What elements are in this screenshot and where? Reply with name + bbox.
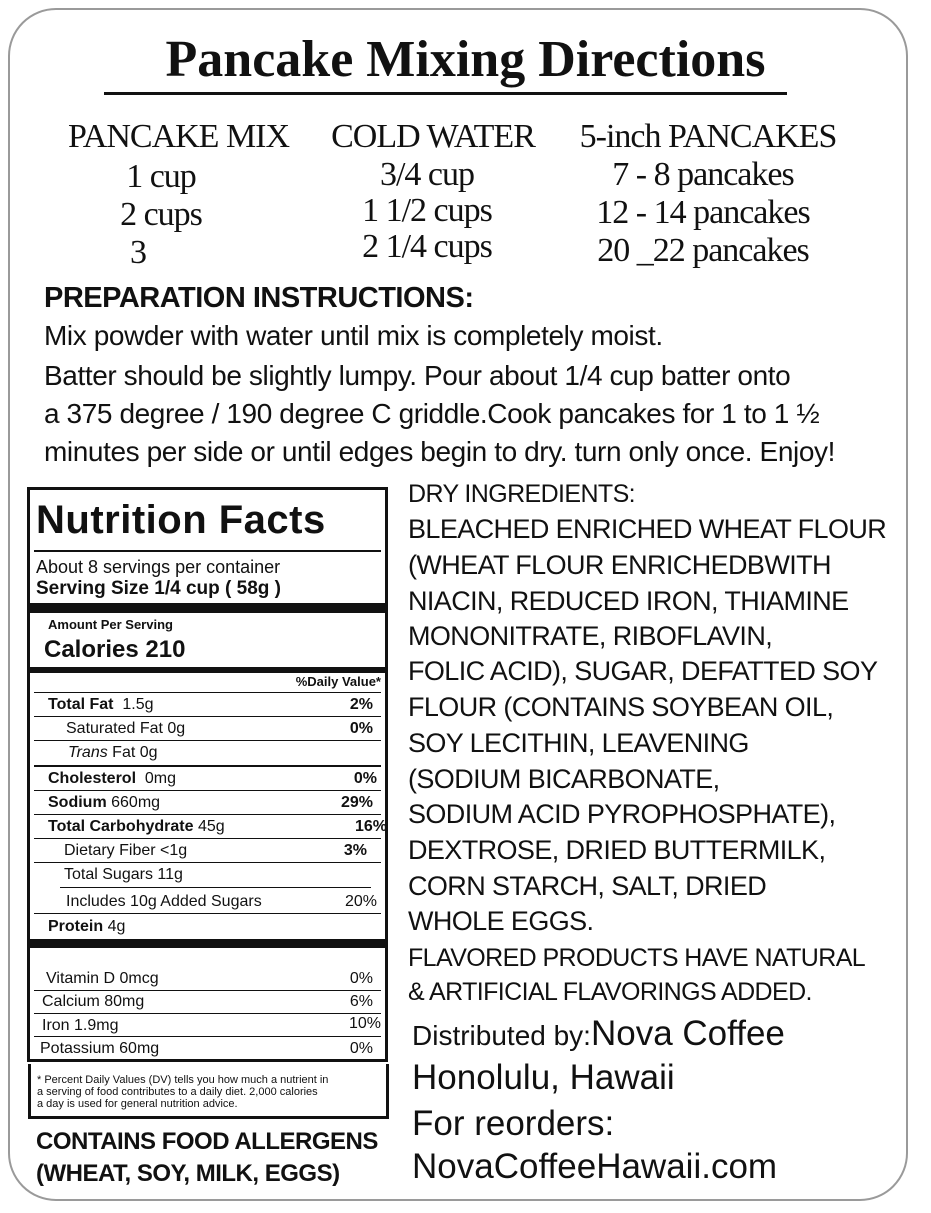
column-header: PANCAKE MIX bbox=[68, 118, 290, 155]
divider bbox=[34, 765, 381, 767]
serving-size: Serving Size 1/4 cup ( 58g ) bbox=[36, 578, 281, 599]
divider bbox=[34, 692, 381, 693]
nutrient-label: Trans bbox=[68, 744, 108, 761]
nutrient-row-fiber: Dietary Fiber <1g bbox=[64, 842, 188, 859]
distributor-line bbox=[412, 1014, 785, 1054]
divider bbox=[34, 990, 381, 991]
ingredient-line: SOY LECITHIN, LEAVENING bbox=[408, 728, 749, 758]
vitamin-row: Calcium 80mg bbox=[42, 993, 145, 1010]
vitamin-pct: 6% bbox=[349, 993, 373, 1010]
nutrient-amount: 660mg bbox=[111, 794, 161, 811]
vitamin-pct: 0% bbox=[349, 970, 373, 987]
preparation-line: Batter should be slightly lumpy. Pour about 1/4 cup batter onto bbox=[44, 360, 791, 391]
nutrition-title: Nutrition Facts bbox=[36, 498, 326, 542]
nutrient-label: Protein bbox=[48, 918, 104, 935]
divider bbox=[34, 716, 381, 717]
table-cell: 20 _22 pancakes bbox=[597, 232, 809, 269]
allergen-line: CONTAINS FOOD ALLERGENS bbox=[36, 1128, 378, 1155]
nutrient-row-total-fat bbox=[48, 696, 154, 714]
divider bbox=[34, 1036, 381, 1037]
table-cell: 2 cups bbox=[120, 196, 202, 233]
nutrient-pct: 20% bbox=[344, 893, 377, 910]
ingredient-line: DEXTROSE, DRIED BUTTERMILK, bbox=[408, 835, 826, 865]
ingredient-line: (WHEAT FLOUR ENRICHEDBWITH bbox=[408, 550, 831, 580]
distributor-label: Distributed by: bbox=[412, 1020, 591, 1051]
nutrition-facts-panel bbox=[27, 487, 388, 1062]
nutrient-pct: 0% bbox=[353, 770, 377, 787]
divider bbox=[34, 740, 381, 741]
preparation-line: a 375 degree / 190 degree C griddle.Cook pancakes for 1 to 1 ½ bbox=[44, 398, 820, 429]
nutrient-amount: 1.5g bbox=[122, 696, 154, 713]
column-header: COLD WATER bbox=[331, 118, 535, 155]
nutrient-row-trans-fat bbox=[68, 744, 158, 762]
nutrient-amount: Fat 0g bbox=[112, 744, 158, 761]
nutrient-row-total-sugars: Total Sugars 11g bbox=[64, 866, 183, 883]
thick-divider bbox=[30, 667, 385, 673]
ingredient-line: BLEACHED ENRICHED WHEAT FLOUR bbox=[408, 514, 887, 544]
divider bbox=[34, 790, 381, 791]
daily-value-header: %Daily Value* bbox=[295, 674, 381, 689]
nutrient-row-protein bbox=[48, 918, 125, 936]
ingredient-line: SODIUM ACID PYROPHOSPHATE), bbox=[408, 799, 836, 829]
nutrient-label: Sodium bbox=[48, 794, 107, 811]
preparation-line: minutes per side or until edges begin to dry. turn only once. Enjoy! bbox=[44, 436, 835, 467]
ingredient-line: NIACIN, REDUCED IRON, THIAMINE bbox=[408, 586, 849, 616]
nutrient-amount: 45g bbox=[197, 818, 225, 835]
nutrient-amount: 4g bbox=[107, 918, 126, 935]
nutrient-row-saturated-fat: Saturated Fat 0g bbox=[66, 720, 186, 737]
column-pancake-mix bbox=[48, 118, 290, 272]
ingredients-heading: DRY INGREDIENTS: bbox=[408, 480, 636, 508]
column-header: 5-inch PANCAKES bbox=[579, 118, 837, 155]
table-cell: 12 - 14 pancakes bbox=[596, 194, 810, 231]
nutrient-row-sodium bbox=[48, 794, 160, 812]
column-pancakes bbox=[568, 118, 848, 270]
servings-per-container: About 8 servings per container bbox=[36, 557, 281, 577]
footnote-line: a day is used for general nutrition advice. bbox=[37, 1098, 238, 1110]
nutrient-label: Total Fat bbox=[48, 696, 114, 713]
table-cell: 3 bbox=[130, 234, 146, 271]
table-cell: 7 - 8 pancakes bbox=[612, 156, 794, 193]
nutrient-pct: 0% bbox=[349, 720, 373, 737]
divider bbox=[34, 814, 381, 815]
nutrient-pct: 2% bbox=[349, 696, 373, 713]
table-cell: 2 1/4 cups bbox=[362, 228, 492, 265]
title-underline bbox=[104, 92, 787, 95]
nutrient-label: Total Carbohydrate bbox=[48, 818, 194, 835]
divider bbox=[60, 887, 371, 888]
table-cell: 1 1/2 cups bbox=[362, 192, 492, 229]
ingredient-line: WHOLE EGGS. bbox=[408, 906, 594, 936]
nutrient-label: Cholesterol bbox=[48, 770, 137, 787]
divider bbox=[34, 913, 381, 914]
nutrient-pct: 16% bbox=[354, 818, 387, 835]
vitamin-pct: 10% bbox=[348, 1015, 381, 1032]
ingredient-line: FLOUR (CONTAINS SOYBEAN OIL, bbox=[408, 692, 834, 722]
divider bbox=[34, 862, 381, 863]
vitamin-row: Iron 1.9mg bbox=[42, 1017, 119, 1034]
amount-per-serving: Amount Per Serving bbox=[48, 617, 173, 632]
nutrient-pct: 29% bbox=[340, 794, 373, 811]
vitamin-row: Vitamin D 0mcg bbox=[46, 970, 159, 987]
nutrient-row-added-sugars: Includes 10g Added Sugars bbox=[66, 893, 262, 910]
table-cell: 1 cup bbox=[126, 158, 196, 195]
ingredient-line: CORN STARCH, SALT, DRIED bbox=[408, 871, 767, 901]
nutrient-amount: 0mg bbox=[144, 770, 177, 787]
vitamin-pct: 0% bbox=[349, 1040, 373, 1057]
footnote-box bbox=[28, 1064, 389, 1119]
distributor-name: Nova Coffee bbox=[590, 1014, 785, 1053]
column-cold-water bbox=[318, 118, 548, 266]
distributor-city: Honolulu, Hawaii bbox=[412, 1058, 675, 1097]
table-cell: 3/4 cup bbox=[379, 156, 475, 193]
vitamin-row: Potassium 60mg bbox=[40, 1040, 160, 1057]
allergen-line: (WHEAT, SOY, MILK, EGGS) bbox=[36, 1160, 340, 1187]
ingredient-line: (SODIUM BICARBONATE, bbox=[408, 764, 720, 794]
thick-divider bbox=[30, 603, 385, 613]
preparation-line: Mix powder with water until mix is completely moist. bbox=[44, 320, 663, 351]
flavoring-note: & ARTIFICIAL FLAVORINGS ADDED. bbox=[408, 978, 812, 1006]
divider bbox=[34, 838, 381, 839]
thick-divider bbox=[30, 1059, 385, 1062]
calories: Calories 210 bbox=[44, 636, 186, 663]
website-link[interactable]: NovaCoffeeHawaii.com bbox=[412, 1147, 778, 1186]
footnote-line: * Percent Daily Values (DV) tells you how much a nutrient in bbox=[37, 1074, 329, 1086]
preparation-heading: PREPARATION INSTRUCTIONS: bbox=[44, 282, 474, 314]
footnote-line: a serving of food contributes to a daily diet. 2,000 calories bbox=[37, 1086, 318, 1098]
ingredient-line: FOLIC ACID), SUGAR, DEFATTED SOY bbox=[408, 656, 878, 686]
nutrient-row-carbohydrate bbox=[48, 818, 225, 836]
thick-divider bbox=[30, 939, 385, 948]
page-title: Pancake Mixing Directions bbox=[165, 31, 766, 88]
flavoring-note: FLAVORED PRODUCTS HAVE NATURAL bbox=[408, 944, 866, 972]
nutrient-pct: 3% bbox=[343, 842, 367, 859]
divider bbox=[34, 550, 381, 552]
divider bbox=[34, 1013, 381, 1014]
nutrient-row-cholesterol bbox=[48, 770, 176, 788]
reorder-label: For reorders: bbox=[412, 1104, 615, 1143]
ingredient-line: MONONITRATE, RIBOFLAVIN, bbox=[408, 621, 773, 651]
